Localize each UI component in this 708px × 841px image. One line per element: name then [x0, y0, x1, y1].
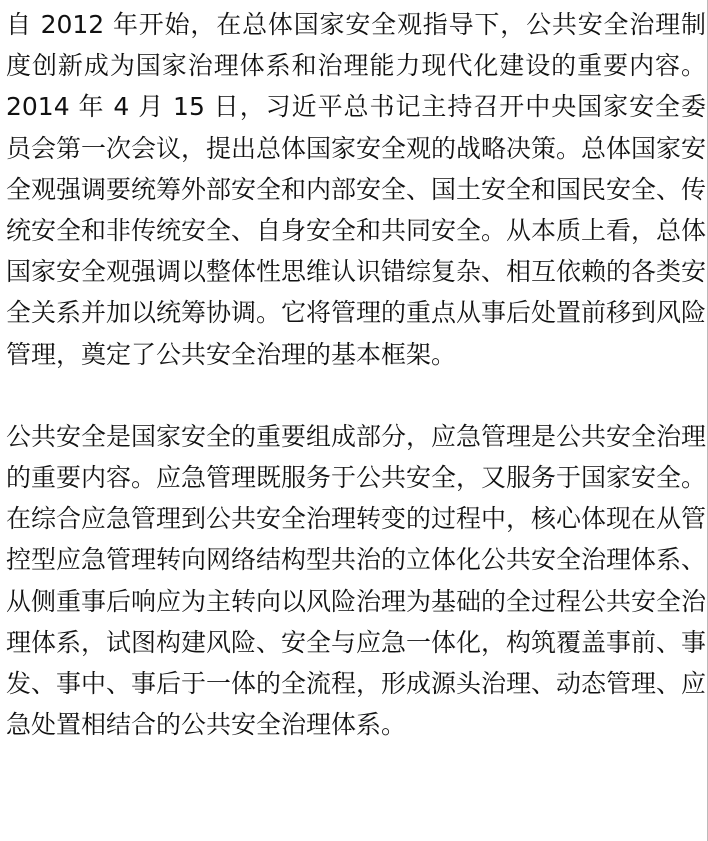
paragraph-national-security-concept: 自 2012 年开始，在总体国家安全观指导下，公共安全治理制度创新成为国家治理体系和治理能力现代化建设的重要内容。2014 年 4 月 15 日，习近平总书记主持召开中央国家安全委员会第一次会议，提出总体国家安全观的战略决策。总体国家安全观强调要统筹外部安全和内部安全、国土安全和国民安全、传统安全和非传统安全、自身安全和共同安全。从本质上看，总体国家安全观强调以整体性思维认识错综复杂、相互依赖的各类安全关系并加以统筹协调。它将管理的重点从事后处置前移到风险管理，奠定了公共安全治理的基本框架。 [6, 10, 707, 369]
paragraph-emergency-management: 公共安全是国家安全的重要组成部分，应急管理是公共安全治理的重要内容。应急管理既服务于公共安全，又服务于国家安全。在综合应急管理到公共安全治理转变的过程中，核心体现在从管控型应急管理转向网络结构型共治的立体化公共安全治理体系、从侧重事后响应为主转向以风险治理为基础的全过程公共安全治理体系，试图构建风险、安全与应急一体化，构筑覆盖事前、事发、事中、事后于一体的全流程，形成源头治理、动态管理、应急处置相结合的公共安全治理体系。 [6, 421, 707, 740]
